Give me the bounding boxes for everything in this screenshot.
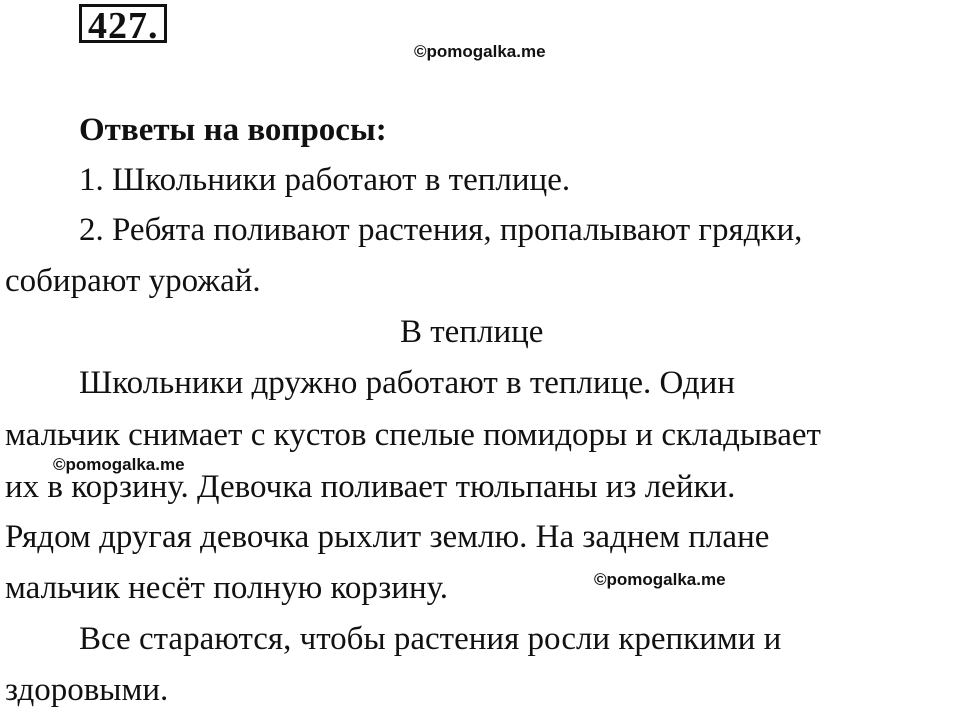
watermark: ©pomogalka.me [594,570,726,589]
composition-line: Школьники дружно работают в теплице. Один [79,365,735,401]
composition-line: их в корзину. Девочка поливает тюльпаны из лейки. [5,469,736,505]
composition-line: здоровыми. [5,672,169,708]
answer-2-line-1: 2. Ребята поливают растения, пропалывают грядки, [79,212,803,248]
composition-line: Рядом другая девочка рыхлит землю. На заднем плане [5,519,770,555]
answers-heading: Ответы на вопросы: [79,112,387,148]
composition-line: мальчик несёт полную корзину. [5,570,449,606]
task-number-box [79,4,167,47]
composition-line: мальчик снимает с кустов спелые помидоры и складывает [5,417,821,453]
composition-line: Все стараются, чтобы растения росли крепкими и [79,621,782,657]
answer-2-line-2: собирают урожай. [5,263,261,299]
watermark: ©pomogalka.me [414,42,546,61]
task-number: 427. [88,5,159,47]
answer-1: 1. Школьники работают в теплице. [79,162,571,198]
watermark: ©pomogalka.me [53,455,185,474]
composition-title: В теплице [400,314,544,350]
